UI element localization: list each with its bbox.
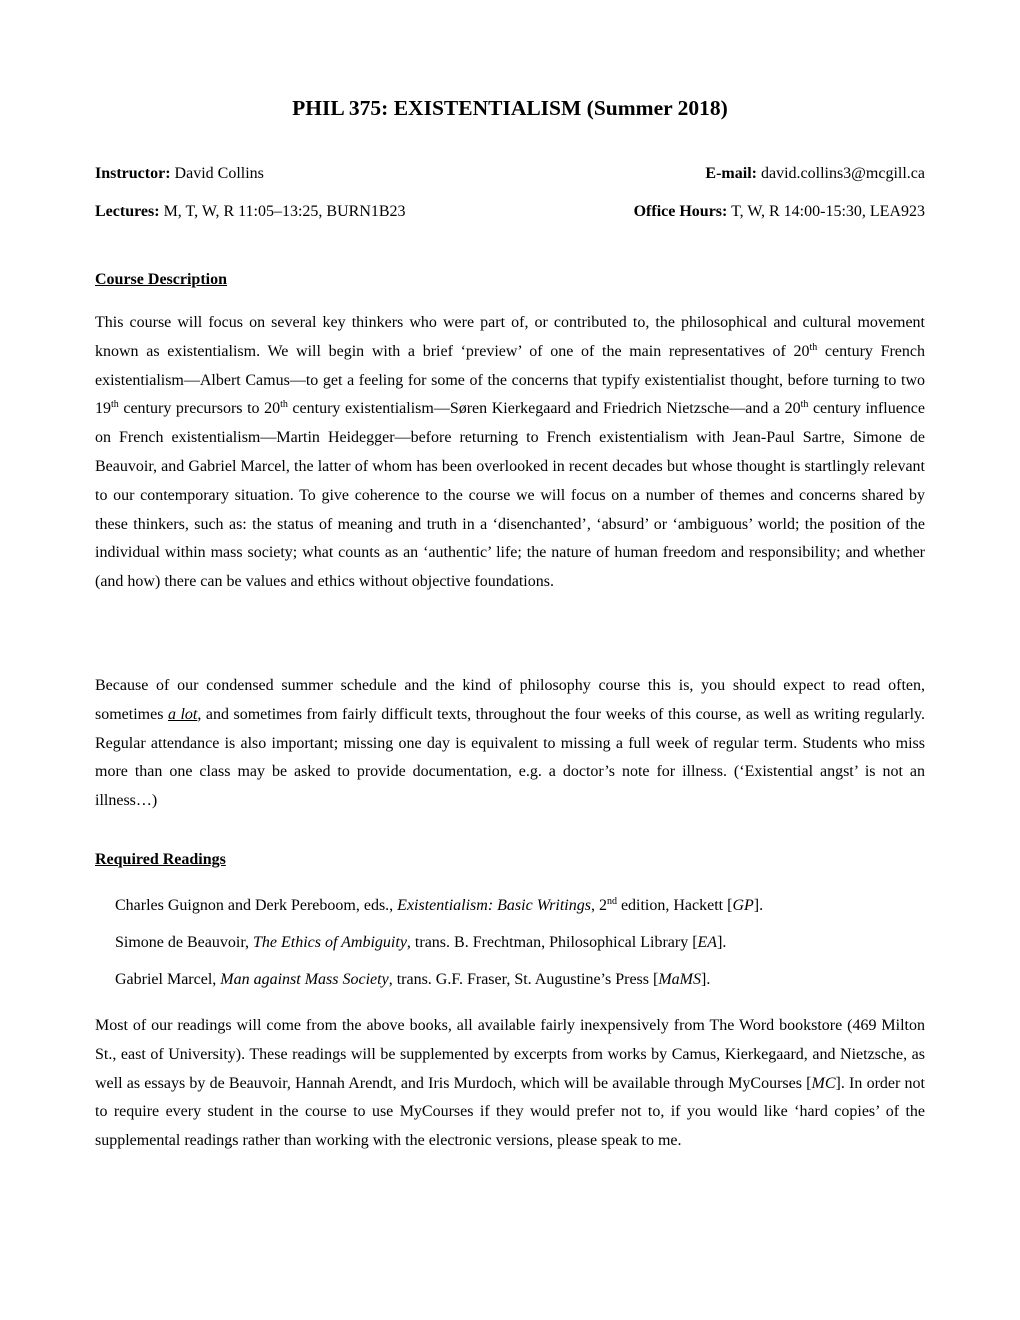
book-title: The Ethics of Ambiguity [253,934,407,951]
instructor-field [95,163,264,185]
course-description-heading: Course Description [95,271,227,288]
text-run: ]. In order not to require every student in the course to use MyCourses if they would prefer not to, if you would like ‘hard copies’ of the supplemental readings rather than working with the electronic versions, please speak to me. [95,1074,925,1150]
readings-availability-paragraph [95,1012,925,1156]
text-run: Simone de Beauvoir, [115,934,253,951]
superscript: th [280,399,288,411]
required-readings-heading: Required Readings [95,851,226,868]
readings-list [115,887,763,998]
text-run: century influence on French existentialism—Martin Heidegger—before returning to French existentialism with Jean-Paul Sartre, Simone de Beauvoir, and Gabriel Marcel, the latter of whom has been overlooked in recent decades but whose thought is startlingly relevant to our contemporary situation. To give coherence to the course we will focus on a number of themes and concerns shared by these thinkers, such as: the status of meaning and truth in a ‘disenchanted’, ‘absurd’ or ‘ambiguous’ world; the position of the individual within mass society; what counts as an ‘authentic’ life; the nature of human freedom and responsibility; and whether (and how) there can be values and ethics without objective foundations. [95,400,926,591]
instructor-name: David Collins [174,165,264,182]
text-run: This course will focus on several key thinkers who were part of, or contributed to, the philosophical and cultural movement known as existentialism. We will begin with a brief ‘preview’ of one of the main representatives of 20 [95,314,925,360]
emphasis-text: a lot [167,705,198,723]
text-run: , trans. G.F. Fraser, St. Augustine’s Press [ [388,971,659,988]
superscript: nd [606,896,617,907]
superscript: th [111,399,119,411]
text-run: , trans. B. Frechtman, Philosophical Library [ [406,934,698,951]
course-description-paragraph-2 [95,672,925,816]
text-run: Charles Guignon and Derk Pereboom, eds., [115,897,398,914]
text-run: century precursors to 20 [118,400,281,418]
book-title: Man against Mass Society [220,971,389,988]
office-hours-label: Office Hours: [633,203,728,220]
reading-item [115,887,763,924]
superscript: th [800,399,809,411]
superscript: th [809,341,818,353]
text-run: ]. [701,971,711,988]
lectures-office-row [95,201,925,223]
text-run: century French existentialism—Albert Camus—to get a feeling for some of the concerns that typify existentialist thought, before turning to two 19 [95,342,926,418]
text-run: , 2 [590,897,607,914]
book-title: Existentialism: Basic Writings [397,897,591,914]
reading-item [115,961,763,998]
instructor-label: Instructor: [95,165,171,182]
text-run: edition, Hackett [ [616,897,733,914]
text-run: ]. [717,934,727,951]
mycourses-abbreviation: MC [811,1074,836,1092]
email-label: E-mail: [705,165,757,182]
lectures-field [95,201,406,223]
text-run: , and sometimes from fairly difficult texts, throughout the four weeks of this course, as well as writing regularly. Regular attendance is also important; missing one day is equivalent to missing a full week of regular term. Students who miss more than one class may be asked to provide documentation, e.g. a doctor’s note for illness. (‘Existential angst’ is not an illness…) [95,705,926,810]
instructor-email-row [95,163,925,185]
lectures-value: M, T, W, R 11:05–13:25, BURN1B23 [163,203,406,220]
text-run: Gabriel Marcel, [115,971,221,988]
book-abbreviation: MaMS [658,971,701,988]
text-run: century existentialism—Søren Kierkegaard and Friedrich Nietzsche—and a 20 [287,400,801,418]
book-abbreviation: EA [697,934,718,951]
office-hours-field [634,201,925,223]
text-run: Most of our readings will come from the above books, all available fairly inexpensively from The Word bookstore (469 Milton St., east of University). These readings will be supplemented by excerpts from works by Camus, Kierkegaard, and Nietzsche, as well as essays by de Beauvoir, Hannah Arendt, and Iris Murdoch, which will be available through MyCourses [ [95,1017,925,1092]
lectures-label: Lectures: [95,203,160,220]
text-run: Because of our condensed summer schedule and the kind of philosophy course this is, you should expect to read often, sometimes [95,677,925,723]
book-abbreviation: GP [732,897,754,914]
email-field [705,163,925,185]
course-description-paragraph-1 [95,309,925,597]
office-hours-value: T, W, R 14:00-15:30, LEA923 [731,203,925,220]
page-title: PHIL 375: EXISTENTIALISM (Summer 2018) [292,96,728,120]
text-run: ]. [753,897,764,914]
email-address: david.collins3@mcgill.ca [760,165,925,182]
reading-item [115,924,763,961]
